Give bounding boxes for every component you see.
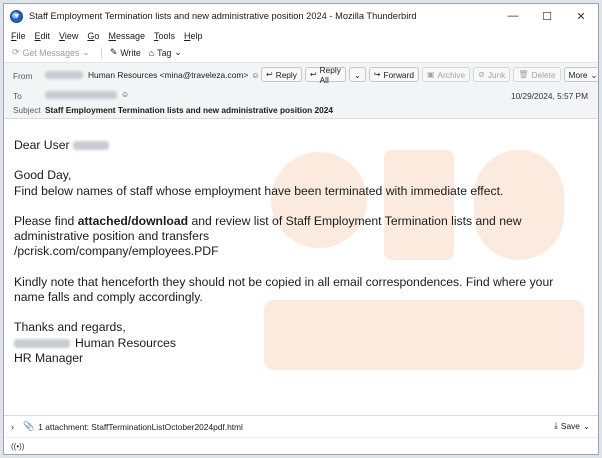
message-body — [4, 120, 598, 407]
get-messages-button[interactable]: ⟳ Get Messages ⌄ — [12, 47, 90, 58]
redacted-username — [73, 141, 109, 150]
chevron-down-icon: ⌄ — [582, 420, 590, 431]
attachment-bar[interactable] — [4, 415, 598, 437]
attachment-label[interactable]: 1 attachment: StaffTerminationListOctober2024pdf.html — [38, 421, 243, 432]
message-date: 10/29/2024, 5:57 PM — [510, 91, 588, 101]
title-bar — [4, 4, 598, 28]
junk-icon: ⊘ — [478, 70, 485, 79]
chevron-down-icon: ⌄ — [82, 47, 90, 57]
tag-icon: ⌂ — [148, 47, 155, 58]
status-bar — [4, 437, 598, 454]
chevron-down-icon: ⌄ — [174, 47, 182, 57]
from-label: From — [13, 71, 33, 81]
signature-title: HR Manager — [14, 350, 84, 365]
contact-icon[interactable]: ☺ — [121, 90, 130, 99]
salutation: Good Day, — [14, 168, 72, 183]
subject-label: Subject — [13, 105, 41, 115]
archive-icon: ▣ — [426, 70, 435, 79]
thunderbird-window — [3, 3, 599, 455]
from-field[interactable] — [45, 70, 259, 80]
instruction-start: Please find — [14, 213, 78, 228]
download-icon: ⤓ — [554, 420, 558, 430]
document-path: /pcrisk.com/company/employees.PDF — [14, 244, 219, 259]
pencil-icon: ✎ — [109, 47, 118, 57]
toolbar-divider — [101, 47, 102, 59]
contact-icon[interactable]: ☺ — [251, 70, 260, 80]
chevron-right-icon[interactable]: › — [11, 421, 14, 432]
forward-button[interactable]: ↪ Forward — [369, 67, 419, 82]
sync-icon: ⟳ — [12, 47, 20, 57]
close-button[interactable]: ✕ — [576, 10, 586, 23]
to-label: To — [13, 91, 22, 101]
save-attachment-button[interactable]: ⤓ Save ⌄ — [554, 420, 590, 431]
menu-bar — [4, 28, 598, 43]
minimize-button[interactable]: — — [507, 10, 519, 22]
message-header — [4, 63, 598, 119]
closing: Thanks and regards, — [14, 320, 126, 335]
main-toolbar — [4, 43, 598, 63]
sender-address: Human Resources <mina@traveleza.com> — [88, 70, 249, 80]
window-title: Staff Employment Termination lists and new administrative position 2024 - Mozilla Thunderbird — [29, 11, 417, 21]
tag-button[interactable]: ⌂ Tag ⌄ — [148, 47, 182, 58]
forward-icon: ↪ — [373, 70, 381, 79]
chevron-down-icon: ⌄ — [590, 69, 598, 80]
attached-download-bold: attached/download — [77, 213, 189, 228]
menu-help[interactable]: Help — [183, 30, 203, 41]
reply-icon: ↩ — [266, 70, 273, 79]
reply-dropdown-button[interactable] — [349, 67, 366, 82]
menu-tools[interactable]: Tools — [153, 30, 175, 41]
activity-icon: ((•)) — [11, 441, 25, 451]
trash-icon: 🗑 — [518, 70, 529, 79]
maximize-button[interactable]: ☐ — [542, 10, 552, 23]
archive-button[interactable]: ▣ Archive — [422, 67, 470, 82]
reply-all-icon: ↩ — [309, 70, 317, 79]
signature-department: Human Resources — [75, 335, 176, 350]
instruction-rest: and review list of Staff Employment Termination lists and new administrative position and transfers — [14, 213, 522, 244]
menu-file[interactable]: File — [11, 30, 26, 41]
menu-view[interactable]: View — [59, 30, 79, 41]
message-subject: Staff Employment Termination lists and new administrative position 2024 — [45, 105, 333, 115]
to-field[interactable] — [45, 90, 129, 99]
redacted-recipient — [45, 91, 117, 99]
paperclip-icon: 📎 — [23, 421, 35, 431]
more-button[interactable]: More ⌄ — [564, 67, 599, 82]
menu-go[interactable]: Go — [87, 30, 100, 41]
intro-sentence: Find below names of staff whose employment have been terminated with immediate effect. — [14, 183, 504, 198]
reply-all-button[interactable]: ↩ Reply All — [305, 67, 346, 82]
menu-edit[interactable]: Edit — [34, 30, 51, 41]
notice-paragraph: Kindly note that henceforth they should not be copied in all email correspondences. Find where your name falls and comply accordingly. — [14, 274, 554, 305]
junk-button[interactable]: ⊘ Junk — [473, 67, 510, 82]
message-text — [14, 138, 584, 366]
redacted-company — [14, 339, 70, 348]
delete-button[interactable]: 🗑 Delete — [513, 67, 560, 82]
reply-button[interactable]: ↩ Reply — [261, 67, 302, 82]
greeting: Dear User — [14, 138, 70, 152]
message-actions — [261, 64, 599, 85]
thunderbird-logo-icon — [10, 10, 23, 23]
write-button[interactable]: ✎ Write — [109, 47, 141, 58]
redacted-sender-name — [45, 71, 83, 79]
menu-message[interactable]: Message — [108, 30, 145, 41]
chevron-down-icon: ⌄ — [353, 69, 361, 80]
